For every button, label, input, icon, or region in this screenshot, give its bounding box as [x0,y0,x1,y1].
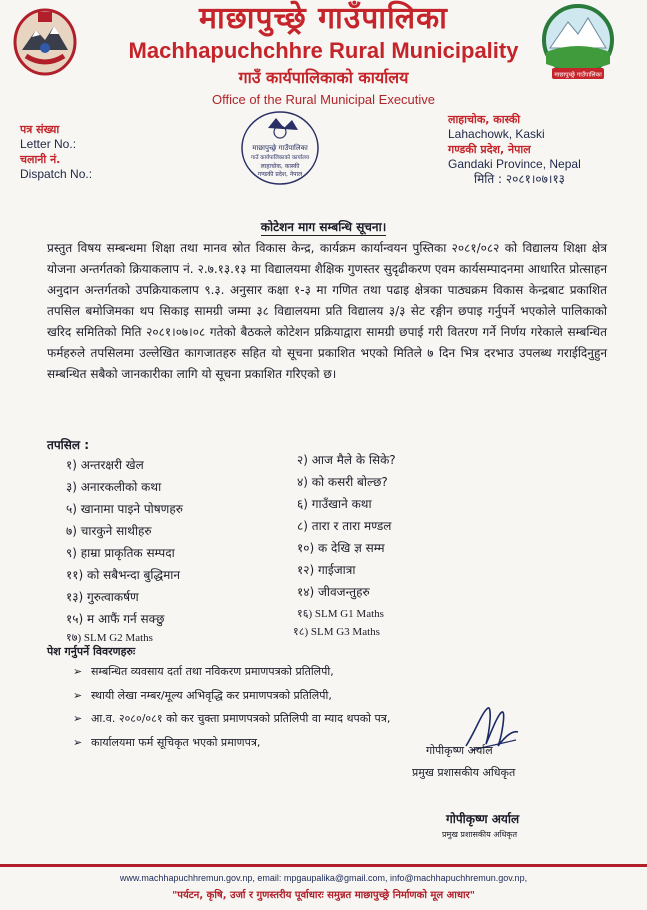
footer-divider [0,864,647,867]
list-item: ९) हाम्रा प्राकृतिक सम्पदा [66,546,175,560]
list-item: १५) म आफैं गर्न सक्छु [66,612,165,626]
arrow-bullet-icon: ➢ [73,712,83,725]
list-item: १३) गुरुत्वाकर्षण [66,590,139,604]
list-item: ५) खानामा पाइने पोषणहरु [66,502,183,516]
letter-no-label-np: पत्र संख्या [20,123,60,136]
arrow-bullet-icon: ➢ [73,689,83,702]
list-item: ४) को कसरी बोल्छ? [297,475,388,489]
address-2-np: गण्डकी प्रदेश, नेपाल [448,143,531,156]
list-item: १७) SLM G2 Maths [66,632,153,644]
list-item: १४) जीवजन्तुहरु [297,585,370,599]
letter-meta [20,122,92,182]
notice-body: प्रस्तुत विषय सम्बन्धमा शिक्षा तथा मानव स्रोत विकास केन्द्र, कार्यक्रम कार्यान्वयन पुस्तिका २०८१/०८२ को विद्यालय शिक्षा क्षेत्र योजना अन्तर्गतको क्रियाकलाप नं. २.७.१३.१३ मा विद्यालयमा शैक्षिक गुणस्तर सुदृढीकरण एवम कार्यसम्पादनमा आधारित प्रोत्साहन अनुदान अन्तर्गतको उपक्रियाकलाप ९.३. अनुसार कक्षा १-३ मा गणित तथा पढाइ क्षेत्रका पाठ्यक्रम विकास केन्द्रबाट प्रकाशित तपसिल बमोजिमका थप सिकाइ सामग्री जम्मा ३८ विद्यालयमा प्रति विद्यालय ३/३ सेट रङ्गीन छपाइ गर्नुपर्ने भएकोले पालिकाको खरिद समितिको मिति २०८१।०७।०८ गतेको बैठकले कोटेशन प्रक्रियाद्वारा सामग्री छपाई गरी वितरण गर्ने निर्णय गरेकाले सम्बन्धित फर्महरुले तपसिलमा उल्लेखित कागजातहरु सहित यो सूचना प्रकाशित भएको मितिले ७ दिन भित्र दरभाउ उपलब्ध गराईदिनुहुन सम्बन्धित सबैको जानकारीका लागि यो सूचना प्रकाशित गरिएको छ। [47,241,607,381]
list-item: ७) चारकुने साथीहरु [66,524,152,538]
list-item: ११) को सबैभन्दा बुद्धिमान [66,568,181,582]
header-office-en: Office of the Rural Municipal Executive [211,92,436,107]
header-title-en: Machhapuchchhre Rural Municipality [128,38,519,63]
list-item: १६) SLM G1 Maths [297,608,384,620]
requirement-text: स्थायी लेखा नम्बर/मूल्य अभिवृद्धि कर प्रमाणपत्रको प्रतिलिपी, [91,689,332,702]
list-item: १२) गाईजात्रा [297,563,356,577]
address-2-en: Gandaki Province, Nepal [448,157,581,171]
requirement-text: सम्बन्धित व्यवसाय दर्ता तथा नविकरण प्रमाणपत्रको प्रतिलिपी, [91,665,334,678]
footer-contact: www.machhapuchhremun.gov.np, email: mpgaupalika@gmail.com, info@machhapuchhremun.gov.np, [119,873,528,883]
letter-no-label-en: Letter No.: [20,137,77,151]
municipality-logo-label: माछापुच्छ्रे गाउँपालिका [554,71,602,79]
requirement-item [73,664,334,679]
signatory-stamp-title: प्रमुख प्रशासकीय अधिकृत [442,830,518,839]
requirement-item [73,688,332,703]
notice-subject [0,218,647,235]
arrow-bullet-icon: ➢ [73,665,83,678]
signatory-name: गोपीकृष्ण अर्याल [426,744,493,757]
requirement-text: कार्यालयमा फर्म सूचिकृत भएको प्रमाणपत्र, [91,736,261,749]
address-meta [448,112,581,187]
stamp-line-2: गाउँ कार्यपालिकाको कार्यालय [250,155,310,161]
requirement-item [73,711,390,726]
requirement-text: आ.व. २०८०/०८१ को कर चुक्ता प्रमाणपत्रको प्रतिलिपी वा म्याद थपको पत्र, [91,712,391,725]
arrow-bullet-icon: ➢ [73,736,83,749]
list-item: २) आज मैले के सिके? [297,453,396,467]
stamp-line-3: लाहाचोक, कास्की [260,163,300,170]
header-title-np: माछापुच्छ्रे गाउँपालिका [199,1,448,36]
signatory-stamp-name: गोपीकृष्ण अर्याल [446,812,520,826]
office-stamp-icon [240,110,320,186]
stamp-line-1: माछापुच्छ्रे गाउँपालिका [252,144,308,152]
address-1-np: लाहाचोक, कास्की [448,113,521,126]
schedule-title: तपसिल : [47,438,89,452]
list-item: ६) गाउँखाने कथा [297,497,372,511]
letter-date: मिति : २०८१।०७।१३ [474,172,565,186]
dispatch-no-label-en: Dispatch No.: [20,167,93,181]
notice-subject-text: कोटेशन माग सम्बन्धि सूचना। [260,220,387,234]
list-item: १) अन्तरक्षरी खेल [66,458,144,472]
list-item: ८) तारा र तारा मण्डल [297,519,392,533]
requirements-title: पेश गर्नुपर्ने विवरणहरुः [47,645,136,658]
signatory-title: प्रमुख प्रशासकीय अधिकृत [412,766,516,779]
list-item: १८) SLM G3 Maths [293,626,380,638]
header-office-np: गाउँ कार्यपालिकाको कार्यालय [238,68,409,87]
footer-slogan: "पर्यटन, कृषि, उर्जा र गुणस्तरीय पूर्वाधारः समुन्नत माछापुच्छ्रे निर्माणको मूल आधार" [172,890,475,901]
list-item: ३) अनारकलीको कथा [66,480,162,494]
list-item: १०) क देखि ज्ञ सम्म [297,541,385,555]
requirement-item [73,735,260,750]
stamp-line-4: गण्डकी प्रदेश, नेपाल [257,171,303,178]
dispatch-no-label-np: चलानी नं. [20,153,61,166]
address-1-en: Lahachowk, Kaski [448,127,545,141]
